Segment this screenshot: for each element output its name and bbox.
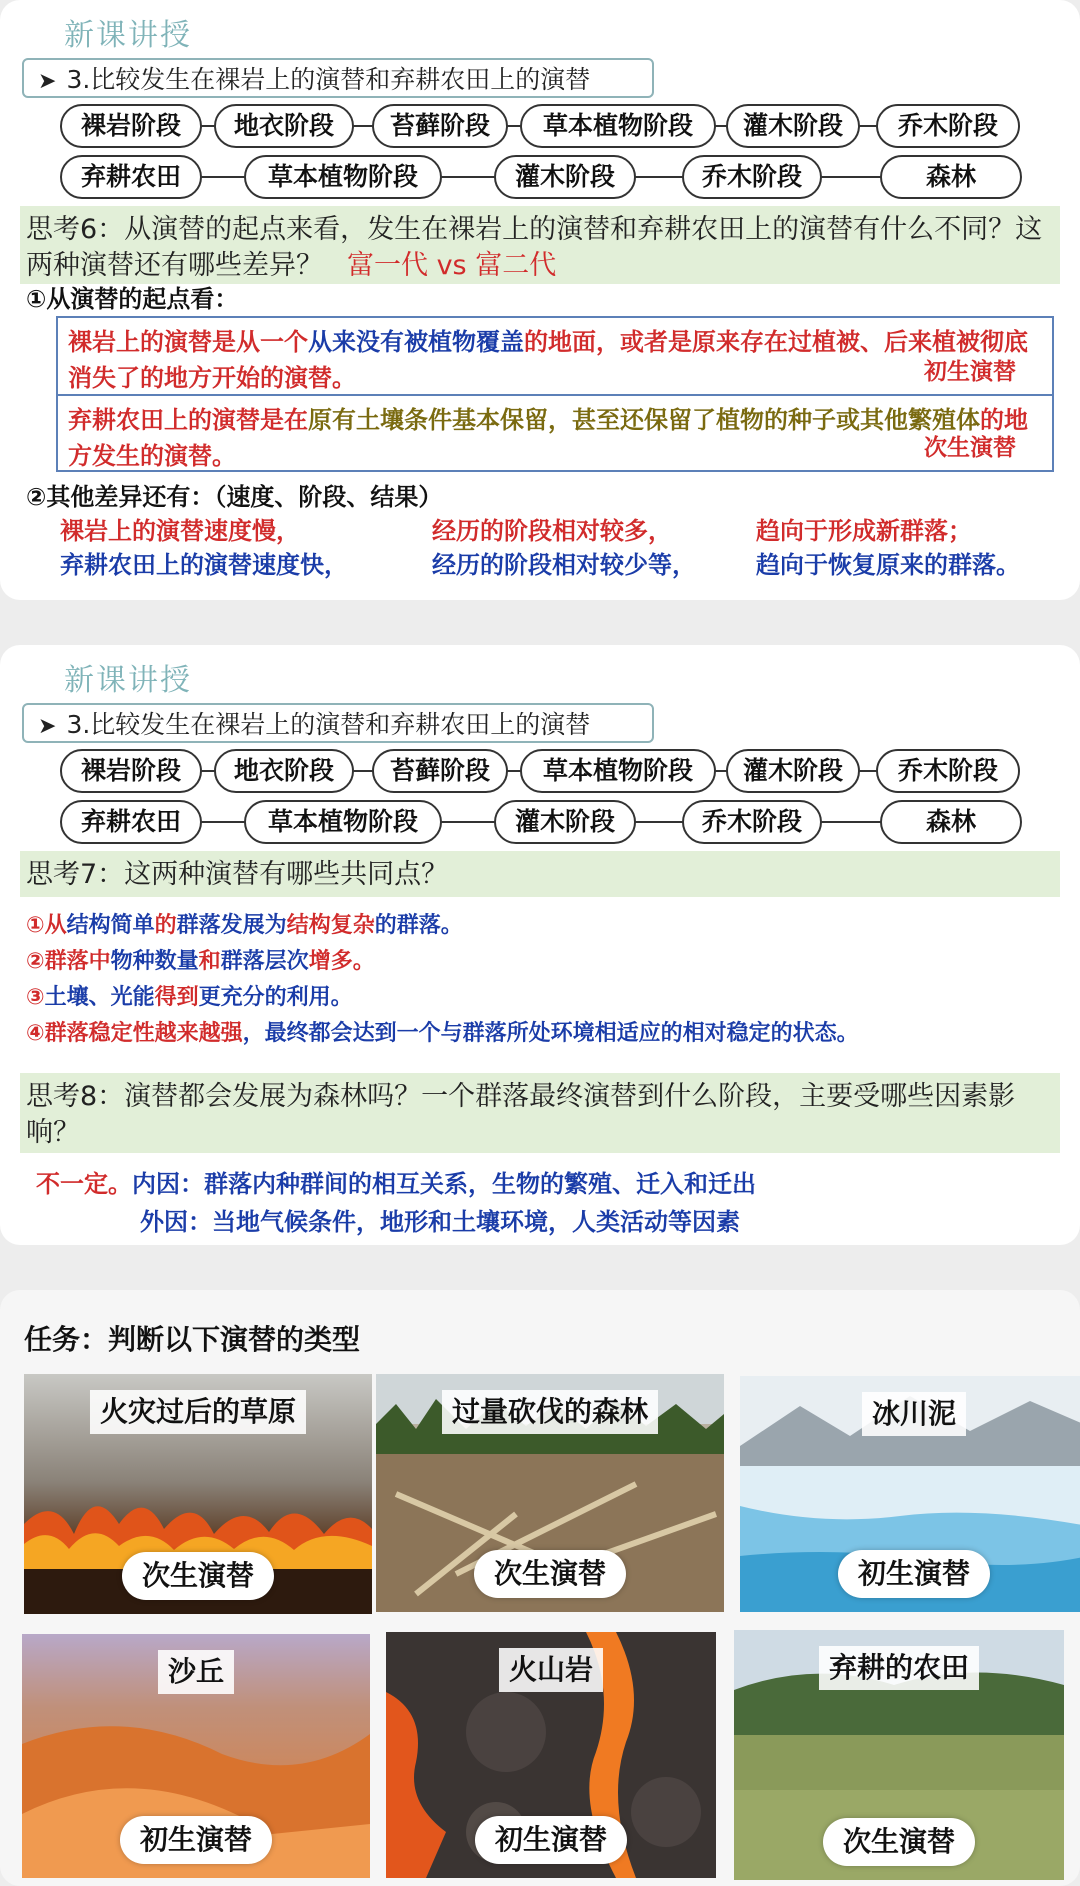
stage-pill: 苔藓阶段 xyxy=(372,104,508,148)
question-8: 思考8：演替都会发展为森林吗？一个群落最终演替到什么阶段，主要受哪些因素影响？ xyxy=(20,1073,1060,1153)
answer-8-inner: 不一定。内因：群落内种群间的相互关系，生物的繁殖、迁入和迁出 xyxy=(36,1170,756,1198)
point-heading: ②其他差异还有：（速度、阶段、结果） xyxy=(26,483,443,511)
text: 原有土壤条件基本保留，甚至还保留了植物的种子或其他繁殖体 xyxy=(308,406,980,434)
topic-banner xyxy=(22,58,654,98)
secondary-succession-box xyxy=(56,394,1054,472)
topic-banner xyxy=(22,703,654,743)
chain-connector xyxy=(634,176,684,178)
arrow-icon: ➤ xyxy=(38,69,57,94)
chain-connector xyxy=(440,821,496,823)
question-6 xyxy=(20,206,1060,284)
stage-pill: 草本植物阶段 xyxy=(244,155,442,199)
question-text: 思考6：从演替的起点来看，发生在裸岩上的演替和弃耕农田上的演替有什么不同？这两种演替还有哪些差异？ xyxy=(26,214,1043,281)
chain-connector xyxy=(820,821,882,823)
stage-pill: 灌木阶段 xyxy=(494,800,636,844)
text: 弃耕农田上的演替是在 xyxy=(68,406,308,434)
photo-grassland-fire xyxy=(24,1374,372,1614)
chain-connector xyxy=(634,821,684,823)
secondary-tag: 次生演替 xyxy=(924,435,1016,461)
photo-caption: 弃耕的农田 xyxy=(819,1646,979,1690)
chain-connector xyxy=(200,821,246,823)
question-7: 思考7：这两种演替有哪些共同点？ xyxy=(20,851,1060,897)
question-note: 富一代 vs 富二代 xyxy=(347,250,557,281)
chain-connector xyxy=(820,176,882,178)
stage-pill: 森林 xyxy=(880,800,1022,844)
answer-badge: 次生演替 xyxy=(474,1550,626,1598)
point-heading: ①从演替的起点看： xyxy=(26,285,239,313)
stage-pill: 弃耕农田 xyxy=(60,155,202,199)
answer-badge: 次生演替 xyxy=(823,1818,975,1866)
stage-pill: 裸岩阶段 xyxy=(60,104,202,148)
text: 开始的演替。 xyxy=(212,364,356,392)
stage-pill: 裸岩阶段 xyxy=(60,749,202,793)
topic-text: 3.比较发生在裸岩上的演替和弃耕农田上的演替 xyxy=(66,65,591,94)
stage-pill: 草本植物阶段 xyxy=(520,104,716,148)
stage-pill: 地衣阶段 xyxy=(214,749,354,793)
diff-cell: 趋向于形成新群落； xyxy=(756,517,972,545)
photo-caption: 火灾过后的草原 xyxy=(90,1390,306,1434)
common-point-1: ①从结构简单的群落发展为结构复杂的群落。 xyxy=(26,913,463,938)
stage-pill: 地衣阶段 xyxy=(214,104,354,148)
section-title: 新课讲授 xyxy=(64,18,192,53)
photo-volcanic-rock xyxy=(386,1632,716,1878)
stage-pill: 灌木阶段 xyxy=(726,104,860,148)
task-title: 任务：判断以下演替的类型 xyxy=(24,1323,361,1356)
stage-pill: 乔木阶段 xyxy=(876,104,1020,148)
diff-cell: 趋向于恢复原来的群落。 xyxy=(756,551,1020,579)
topic-text: 3.比较发生在裸岩上的演替和弃耕农田上的演替 xyxy=(66,710,591,739)
photo-caption: 沙丘 xyxy=(158,1650,234,1694)
common-point-3: ③土壤、光能得到更充分的利用。 xyxy=(26,985,353,1010)
slide-card-1 xyxy=(0,0,1080,600)
text: 的地面，或者是原来存在过植被、后来植被彻底消失了的地方 xyxy=(68,328,1028,392)
answer-badge: 初生演替 xyxy=(120,1816,272,1864)
stage-pill: 草本植物阶段 xyxy=(244,800,442,844)
text: 的地方发生的演替。 xyxy=(68,406,1028,470)
answer-badge: 初生演替 xyxy=(838,1550,990,1598)
photo-caption: 火山岩 xyxy=(499,1648,603,1692)
stage-pill: 灌木阶段 xyxy=(494,155,636,199)
diff-cell: 裸岩上的演替速度慢， xyxy=(60,517,300,545)
primary-tag: 初生演替 xyxy=(924,359,1016,385)
diff-cell: 经历的阶段相对较多， xyxy=(432,517,672,545)
slide-card-2 xyxy=(0,645,1080,1245)
text: 从来没有被植物覆盖 xyxy=(308,328,524,356)
stage-pill: 乔木阶段 xyxy=(876,749,1020,793)
photo-caption: 过量砍伐的森林 xyxy=(442,1390,658,1434)
stage-pill: 草本植物阶段 xyxy=(520,749,716,793)
photo-deforested-forest xyxy=(376,1374,724,1612)
photo-caption: 冰川泥 xyxy=(862,1392,966,1436)
photo-sand-dune xyxy=(22,1634,370,1878)
photo-glacier xyxy=(740,1376,1080,1612)
chain-connector xyxy=(200,176,246,178)
stage-pill: 弃耕农田 xyxy=(60,800,202,844)
stage-pill: 灌木阶段 xyxy=(726,749,860,793)
stage-pill: 乔木阶段 xyxy=(682,155,822,199)
stage-pill: 森林 xyxy=(880,155,1022,199)
answer-badge: 次生演替 xyxy=(122,1552,274,1600)
diff-cell: 经历的阶段相对较少等， xyxy=(432,551,696,579)
stage-pill: 苔藓阶段 xyxy=(372,749,508,793)
arrow-icon: ➤ xyxy=(38,714,57,739)
answer-8-outer: 外因：当地气候条件，地形和土壤环境，人类活动等因素 xyxy=(140,1208,740,1236)
text: 裸岩上的演替是从一个 xyxy=(68,328,308,356)
chain-connector xyxy=(440,176,496,178)
common-point-4: ④群落稳定性越来越强，最终都会达到一个与群落所处环境相适应的相对稳定的状态。 xyxy=(26,1021,859,1046)
section-title: 新课讲授 xyxy=(64,663,192,698)
photo-abandoned-farmland xyxy=(734,1630,1064,1880)
common-point-2: ②群落中物种数量和群落层次增多。 xyxy=(26,949,375,974)
stage-pill: 乔木阶段 xyxy=(682,800,822,844)
primary-succession-box xyxy=(56,316,1054,396)
answer-badge: 初生演替 xyxy=(475,1816,627,1864)
diff-cell: 弃耕农田上的演替速度快， xyxy=(60,551,348,579)
